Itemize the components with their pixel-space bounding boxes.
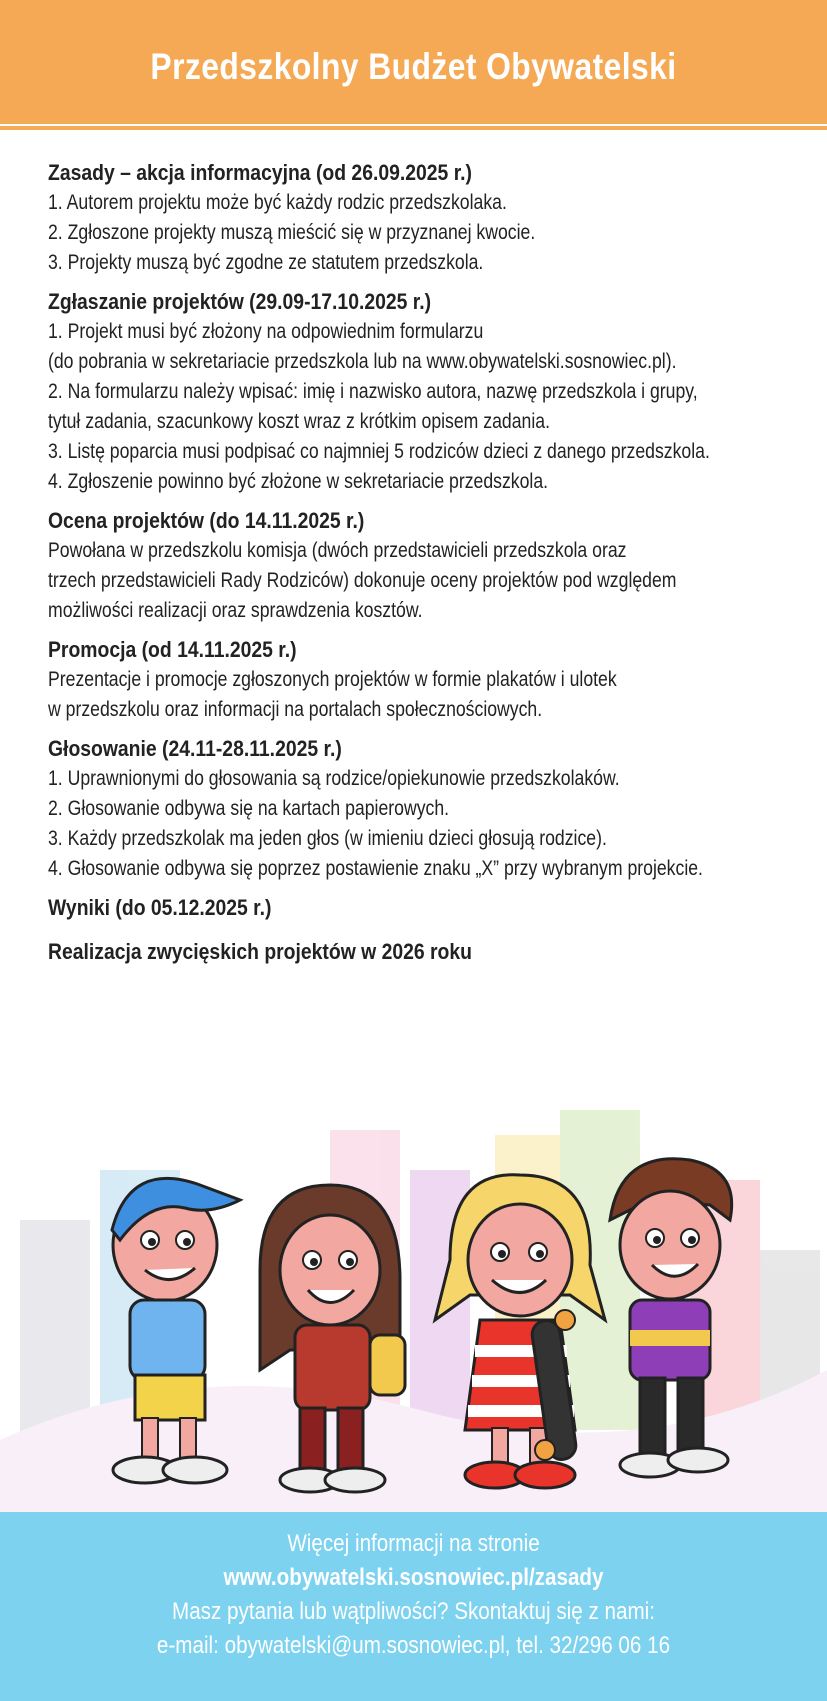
section-line: 1. Projekt musi być złożony na odpowiednim formularzu — [48, 320, 484, 343]
section-line: 2. Na formularzu należy wpisać: imię i nazwisko autora, nazwę przedszkola i grupy, — [48, 380, 698, 403]
section-line: 3. Projekty muszą być zgodne ze statutem przedszkola. — [48, 251, 484, 274]
section-title: Zasady – akcja informacyjna (od 26.09.2025 r.) — [48, 160, 472, 185]
header-divider — [0, 126, 827, 130]
page-title: Przedszkolny Budżet Obywatelski — [150, 46, 677, 87]
section-line: 2. Zgłoszone projekty muszą mieścić się w przyznanej kwocie. — [48, 221, 536, 244]
section-ocena — [48, 506, 788, 626]
section-line: Prezentacje i promocje zgłoszonych projektów w formie plakatów i ulotek — [48, 668, 617, 691]
rules-content — [48, 158, 788, 976]
section-promocja — [48, 635, 788, 725]
section-title: Promocja (od 14.11.2025 r.) — [48, 637, 297, 662]
section-glosowanie — [48, 734, 788, 884]
section-line: (do pobrania w sekretariacie przedszkola lub na www.obywatelski.sosnowiec.pl). — [48, 350, 677, 373]
section-line: 4. Głosowanie odbywa się poprzez postawienie znaku „X” przy wybranym projekcie. — [48, 857, 703, 880]
section-realizacja — [48, 937, 788, 967]
section-title: Realizacja zwycięskich projektów w 2026 roku — [48, 939, 472, 964]
section-line: 1. Autorem projektu może być każdy rodzic przedszkolaka. — [48, 191, 507, 214]
section-line: 4. Zgłoszenie powinno być złożone w sekretariacie przedszkola. — [48, 470, 549, 493]
section-line: trzech przedstawicieli Rady Rodziców) dokonuje oceny projektów pod względem — [48, 569, 677, 592]
section-line: w przedszkolu oraz informacji na portalach społecznościowych. — [48, 698, 543, 721]
section-title: Ocena projektów (do 14.11.2025 r.) — [48, 508, 365, 533]
footer-url-link[interactable]: www.obywatelski.sosnowiec.pl/zasady — [223, 1564, 604, 1591]
header-banner — [0, 0, 827, 124]
section-line: 2. Głosowanie odbywa się na kartach papierowych. — [48, 797, 450, 820]
section-wyniki — [48, 893, 788, 923]
section-line: 3. Każdy przedszkolak ma jeden głos (w imieniu dzieci głosują rodzice). — [48, 827, 607, 850]
section-zasady — [48, 158, 788, 278]
footer-question-text: Masz pytania lub wątpliwości? Skontaktuj się z nami: — [172, 1598, 655, 1625]
kids-illustration — [0, 1110, 827, 1512]
section-title: Głosowanie (24.11-28.11.2025 r.) — [48, 736, 342, 761]
section-zglaszanie — [48, 287, 788, 497]
section-line: tytuł zadania, szacunkowy koszt wraz z krótkim opisem zadania. — [48, 410, 550, 433]
section-line: możliwości realizacji oraz sprawdzenia kosztów. — [48, 599, 423, 622]
section-line: Powołana w przedszkolu komisja (dwóch przedstawicieli przedszkola oraz — [48, 539, 627, 562]
section-line: 3. Listę poparcia musi podpisać co najmniej 5 rodziców dzieci z danego przedszkola. — [48, 440, 710, 463]
footer-info-text: Więcej informacji na stronie — [287, 1530, 540, 1557]
section-title: Zgłaszanie projektów (29.09-17.10.2025 r.) — [48, 289, 432, 314]
section-line: 1. Uprawnionymi do głosowania są rodzice/opiekunowie przedszkolaków. — [48, 767, 620, 790]
section-title: Wyniki (do 05.12.2025 r.) — [48, 895, 272, 920]
footer-contact-text[interactable]: e-mail: obywatelski@um.sosnowiec.pl, tel. 32/296 06 16 — [156, 1632, 671, 1659]
footer-contact — [0, 1512, 827, 1701]
